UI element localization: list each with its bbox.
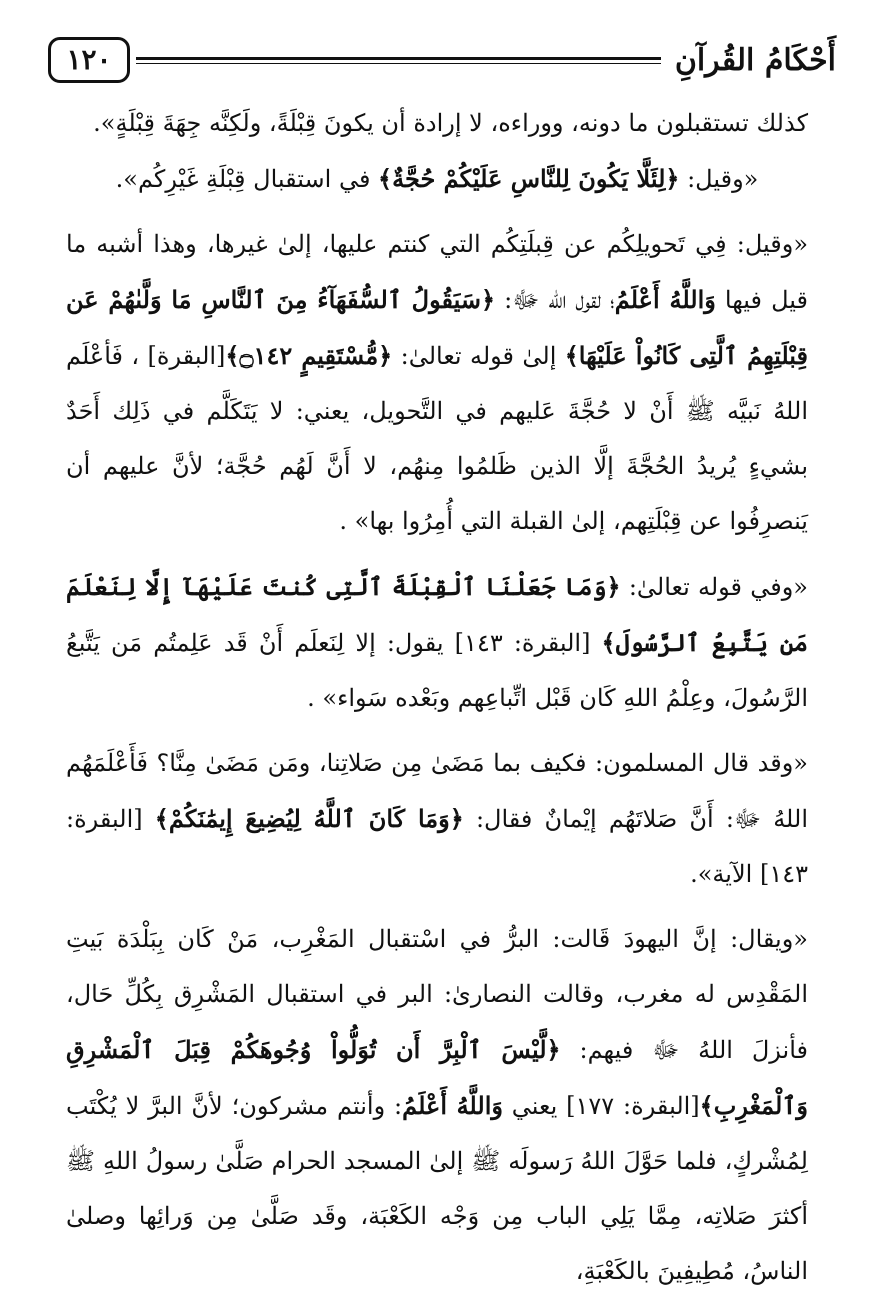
p4-text-b: [البقرة: ١٤٣] يقول: إلا لِنَعلَم أَنْ قَد عَلِمتُم مَن يَتَّبعُ الرَّسُولَ، وعِلْمُ اللهِ كَان قَبْل اتِّباعِهم وبَعْده سَواء» . [66,629,808,712]
quran-verse: ﴿مُّسْتَقِيمٍ ۝١٤٢﴾ [225,341,393,370]
page-number: ١٢٠ [48,37,130,83]
paragraph-4 [66,559,808,726]
paragraph-6 [66,912,808,1299]
p5-text-b: [البقرة: ١٤٣] الآية». [66,805,808,888]
p3-text-b: ؛ لقول الله ﷻ: [495,286,615,314]
paragraph-5 [66,736,808,902]
quran-verse: ﴿سَيَقُولُ ٱلسُّفَهَآءُ مِنَ ٱلنَّاسِ مَا وَلَّىٰهُمْ عَن قِبْلَتِهِمُ ٱلَّتِى كَانُواْ عَلَيْهَا﴾ [66,285,809,370]
p6-text-c: : وأنتم مشركون؛ لأنَّ البرَّ لا يُكْتَب لِمُشْركٍ، فلما حَوَّلَ اللهُ رَسولَه ﷺ إلىٰ المسجد الحرام صَلَّىٰ رسولُ اللهِ ﷺ أكثرَ صَلاتِه، مِمَّا يَلِي الباب مِن وَجْه الكَعْبَة، وقَد صَلَّىٰ مِن وَرائِها وصلىٰ الناسُ، مُطِيفِينَ بالكَعْبَةِ، [66,1092,808,1285]
paragraph-2 [66,151,808,207]
page-body [66,96,808,1299]
phrase-allah-knows: وَاللَّهُ أَعْلَمُ [614,285,716,314]
p5-text-a: «وقد قال المسلمون: فكيف بما مَضَىٰ مِن صَلاتِنا، ومَن مَضَىٰ مِنَّا؟ فَأَعْلَمَهُم اللهُ ﷻ: أَنَّ صَلاتَهُم إيْمانٌ فقال: [66,749,808,833]
p2-text-a: «وقيل: [679,165,759,193]
p3-text-c: إلىٰ قوله تعالىٰ: [392,342,565,370]
p3-text-a: «وقيل: فِي تَحويلِكُم عن قِبلَتِكُم التي كنتم عليها، إلىٰ غيرها، وهذا أشبه ما قيل فيها [66,230,808,314]
p6-text-a: «ويقال: إنَّ اليهودَ قَالت: البرُّ في اسْتقبال المَغْرِب، مَنْ كَان بِبَلْدَة بَيتِ المَقْدِس له مغرب، وقالت النصارىٰ: البر في استقبال المَشْرِق بِكُلِّ حَال، فأنزلَ اللهُ ﷻ فيهم: [66,925,809,1064]
paragraph-3 [66,217,808,549]
quran-verse: ﴿وَمَا جَعَلْنَا ٱلْقِبْلَةَ ٱلَّتِى كُنتَ عَلَيْهَآ إِلَّا لِنَعْلَمَ مَن يَتَّبِعُ ٱلرَّسُولَ﴾ [66,572,808,657]
paragraph-1: كذلك تستقبلون ما دونه، ووراءه، لا إرادة أن يكونَ قِبْلَةً، ولَكِنَّه جِهَةَ قِبْلَةٍ». [93,109,808,137]
quran-verse: ﴿لَّيْسَ ٱلْبِرَّ أَن تُوَلُّواْ وُجُوهَكُمْ قِبَلَ ٱلْمَشْرِقِ وَٱلْمَغْرِبِ﴾ [66,1035,808,1120]
p4-text-a: «وفي قوله تعالىٰ: [620,573,808,601]
quran-verse: ﴿وَمَا كَانَ ٱللَّهُ لِيُضِيعَ إِيمَٰنَكُمْ﴾ [154,804,464,833]
p2-text-b: في استقبال قِبْلَةِ غَيْرِكُم». [115,165,379,193]
header-rule [136,57,661,64]
page-header [48,34,836,86]
quran-verse: ﴿لِئَلَّا يَكُونَ لِلنَّاسِ عَلَيْكُمْ حُجَّةٌ﴾ [378,164,680,193]
p6-text-b: [البقرة: ١٧٧] يعني [502,1092,700,1120]
book-title: أَحْكَامُ القُرآنِ [674,42,836,78]
p3-text-d: [البقرة] ، فَأعْلَم اللهُ نَبيَّه ﷺ أَنْ لا حُجَّةَ عَليهم في التَّحويل، يعني: لا يَتَكَلَّم في ذَلِك أَحَدٌ بشيءٍ يُريدُ الحُجَّةَ إلَّا الذين ظَلمُوا مِنهُم، لا أَنَّ لَهُم حُجَّة؛ لأنَّ عليهم أن يَنصرِفُوا عن قِبْلَتِهم، إلىٰ القبلة التي أُمِرُوا بها» . [66,342,808,535]
phrase-allah-knows: وَاللَّهُ أَعْلَمُ [402,1091,503,1120]
